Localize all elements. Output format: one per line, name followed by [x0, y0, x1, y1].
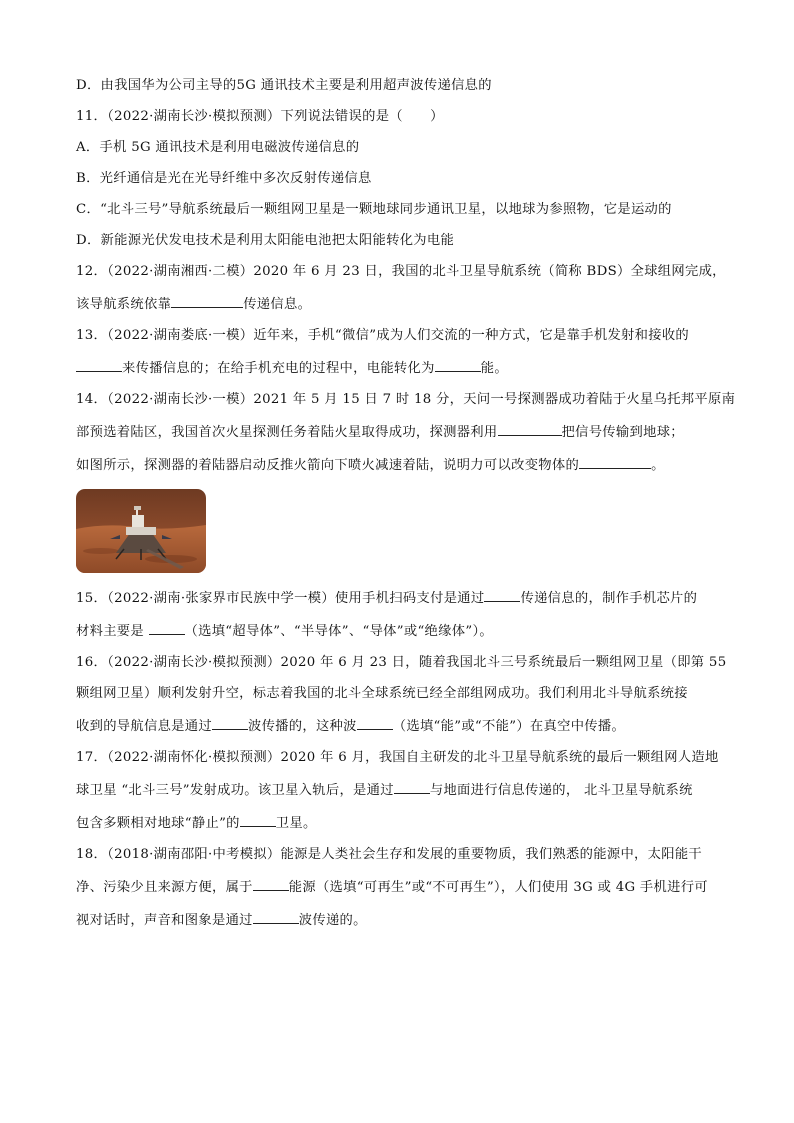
- q12-text-a: 该导航系统依靠: [76, 297, 172, 312]
- q11-option-a: A．手机 5G 通讯技术是利用电磁波传递信息的: [76, 140, 360, 155]
- q14-text-c: 如图所示，探测器的着陆器启动反推火箭向下喷火减速着陆，说明力可以改变物体的: [76, 458, 580, 473]
- q17-line-1: 17．（2022·湖南怀化·模拟预测）2020 年 6 月，我国自主研发的北斗卫星导航系统的最后一颗组网人造地: [76, 750, 719, 765]
- q14-answer-blank-2[interactable]: [579, 456, 651, 469]
- q11-stem: 11．（2022·湖南长沙·模拟预测）下列说法错误的是（ ）: [76, 109, 444, 124]
- q18-line-3: [76, 911, 726, 928]
- q12-line-1: 12．（2022·湖南湘西·二模）2020 年 6 月 23 日，我国的北斗卫星导航系统（简称 BDS）全球组网完成，: [76, 264, 726, 279]
- q13-text-b: 能。: [480, 361, 508, 376]
- q16-text-b: 波传播的，这种波: [247, 719, 357, 734]
- q17-text-a: 球卫星 “北斗三号”发射成功。该卫星入轨后，是通过: [76, 783, 394, 798]
- q18-answer-blank-1[interactable]: [253, 878, 289, 891]
- q16-line-2: 颗组网卫星）顺利发射升空，标志着我国的北斗全球系统已经全部组网成功。我们利用北斗导航系统接: [76, 686, 688, 701]
- q18-text-c: 视对话时，声音和图象是通过: [76, 913, 253, 928]
- q13-answer-blank-1[interactable]: [76, 359, 122, 372]
- q18-answer-blank-2[interactable]: [253, 911, 299, 924]
- q17-answer-blank-2[interactable]: [240, 814, 276, 827]
- q15-text-a: 15．（2022·湖南·张家界市民族中学一模）使用手机扫码支付是通过: [76, 591, 485, 606]
- q14-text-d: 。: [651, 458, 665, 473]
- q14-line-2: [76, 423, 726, 440]
- document-page: [76, 78, 736, 928]
- q18-text-d: 波传递的。: [298, 913, 367, 928]
- q18-line-2: [76, 878, 726, 895]
- q17-answer-blank-1[interactable]: [394, 781, 430, 794]
- q13-line-1: 13．（2022·湖南娄底·一模）近年来，手机“微信”成为人们交流的一种方式，它是靠手机发射和接收的: [76, 328, 690, 343]
- q17-line-3: [76, 814, 726, 831]
- q17-text-d: 卫星。: [275, 816, 317, 831]
- q14-line-3: [76, 456, 726, 473]
- q11-option-c: C．“北斗三号”导航系统最后一颗组网卫星是一颗地球同步通讯卫星，以地球为参照物，它是运动的: [76, 202, 672, 217]
- q15-text-c: 材料主要是: [76, 624, 149, 639]
- q13-answer-blank-2[interactable]: [435, 359, 481, 372]
- q16-line-3: [76, 717, 726, 734]
- mars-lander-photo: [76, 489, 206, 573]
- q18-text-a: 净、污染少且来源方便，属于: [76, 880, 253, 895]
- q18-text-b: 能源（选填“可再生”或“不可再生”），人们使用 3G 或 4G 手机进行可: [288, 880, 708, 895]
- q15-text-d: （选填“超导体”、“半导体”、“导体”或“绝缘体”）。: [184, 624, 493, 639]
- q18-line-1: 18．（2018·湖南邵阳·中考模拟）能源是人类社会生存和发展的重要物质，我们熟悉的能源中，太阳能干: [76, 847, 703, 862]
- q12-line-2: [76, 295, 726, 312]
- q12-answer-blank[interactable]: [171, 295, 243, 308]
- q11-option-b: B．光纤通信是光在光导纤维中多次反射传递信息: [76, 171, 372, 186]
- q15-text-b: 传递信息的，制作手机芯片的: [520, 591, 698, 606]
- q17-line-2: [76, 781, 726, 798]
- q14-answer-blank-1[interactable]: [498, 423, 562, 436]
- q11-option-d: D．新能源光伏发电技术是利用太阳能电池把太阳能转化为电能: [76, 233, 455, 248]
- q16-line-1: 16．（2022·湖南长沙·模拟预测）2020 年 6 月 23 日，随着我国北斗三号系统最后一颗组网卫星（即第 55: [76, 655, 727, 670]
- q12-text-b: 传递信息。: [243, 297, 312, 312]
- q15-answer-blank-1[interactable]: [484, 589, 520, 602]
- q15-answer-blank-2[interactable]: [149, 622, 185, 635]
- q13-line-2: [76, 359, 726, 376]
- q15-line-2: [76, 622, 726, 639]
- q13-text-a: 来传播信息的；在给手机充电的过程中，电能转化为: [122, 361, 435, 376]
- q14-text-b: 把信号传输到地球；: [561, 425, 684, 440]
- q16-text-a: 收到的导航信息是通过: [76, 719, 212, 734]
- q17-text-c: 包含多颗相对地球“静止”的: [76, 816, 240, 831]
- q16-text-c: （选填“能”或“不能”）在真空中传播。: [392, 719, 626, 734]
- q16-answer-blank-1[interactable]: [212, 717, 248, 730]
- q16-answer-blank-2[interactable]: [357, 717, 393, 730]
- q15-line-1: [76, 589, 726, 606]
- q14-line-1: 14．（2022·湖南长沙·一模）2021 年 5 月 15 日 7 时 18 分，天问一号探测器成功着陆于火星乌托邦平原南: [76, 392, 736, 407]
- q14-text-a: 部预选着陆区，我国首次火星探测任务着陆火星取得成功，探测器利用: [76, 425, 498, 440]
- q17-text-b: 与地面进行信息传递的， 北斗卫星导航系统: [429, 783, 693, 798]
- q10-option-d: D．由我国华为公司主导的5G 通讯技术主要是利用超声波传递信息的: [76, 78, 492, 93]
